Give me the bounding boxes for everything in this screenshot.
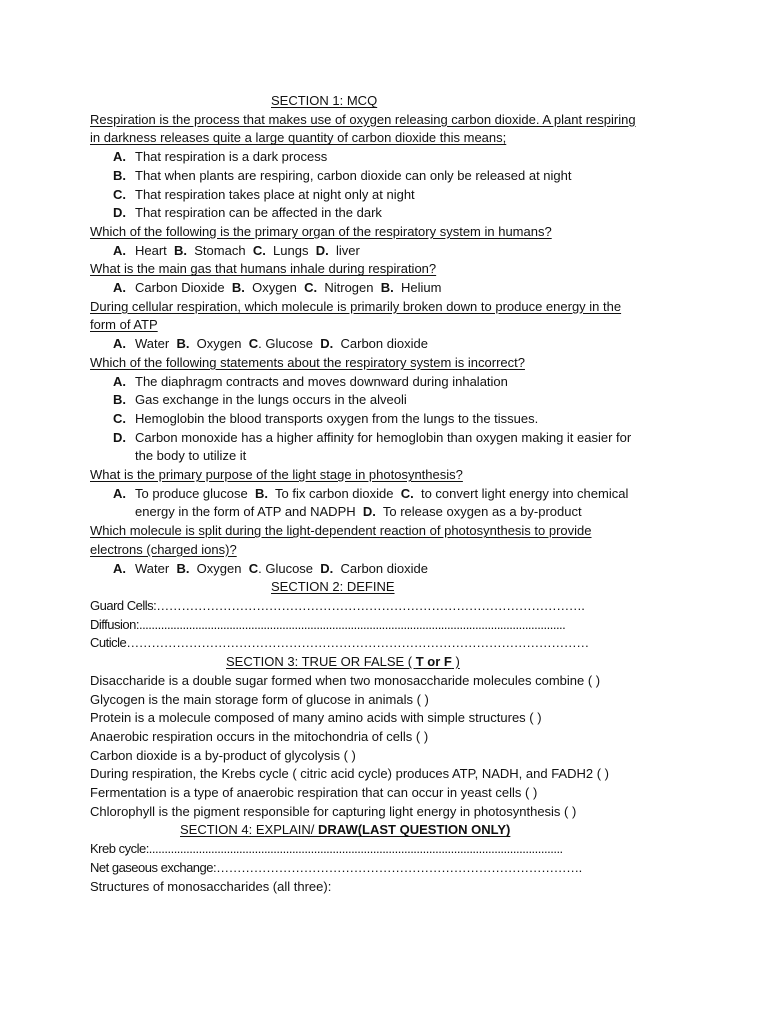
option-text: Carbon monoxide has a higher affinity for hemoglobin than oxygen making it easier for xyxy=(135,429,632,445)
option-letter: D. xyxy=(362,504,376,520)
option-letter: B. xyxy=(113,167,126,183)
option-letter: B. xyxy=(176,336,190,352)
q4-text-line2: form of ATP xyxy=(90,317,158,333)
draw-monosaccharides: Structures of monosaccharides (all three): xyxy=(90,878,332,894)
option-text: That when plants are respiring, carbon dioxide can only be released at night xyxy=(135,167,572,183)
option-letter: C. xyxy=(252,242,266,258)
q1-option-c xyxy=(90,186,680,205)
explain-net-gaseous-exchange: Net gaseous exchange:……………………………………………………………………………. xyxy=(90,859,582,875)
q4-options xyxy=(90,335,680,354)
section4-title-bold: DRAW(LAST QUESTION ONLY) xyxy=(318,822,511,838)
q7-text-line2: electrons (charged ions)? xyxy=(90,541,237,557)
q2-options xyxy=(90,242,680,261)
q4-text-line1: During cellular respiration, which molecule is primarily broken down to produce energy in the xyxy=(90,298,622,314)
q1-option-b xyxy=(90,167,680,186)
tf-statement: Disaccharide is a double sugar formed when two monosaccharide molecules combine ( ) xyxy=(90,672,601,688)
option-letter: A. xyxy=(113,242,126,258)
q5-option-a xyxy=(90,373,680,392)
option-text: Carbon dioxide xyxy=(340,560,428,576)
q6-options xyxy=(90,485,680,504)
q6-text: What is the primary purpose of the light stage in photosynthesis? xyxy=(90,467,463,483)
q1-option-a xyxy=(90,148,680,167)
option-text: Hemoglobin the blood transports oxygen from the lungs to the tissues. xyxy=(135,410,539,426)
option-text: The diaphragm contracts and moves downward during inhalation xyxy=(135,373,508,389)
option-text: To fix carbon dioxide xyxy=(274,485,394,501)
option-letter: C. xyxy=(400,485,414,501)
section2-title: SECTION 2: DEFINE xyxy=(271,579,395,595)
q5-option-d xyxy=(90,429,680,448)
section3-title xyxy=(90,653,680,672)
q5-option-c xyxy=(90,410,680,429)
option-text: . Glucose xyxy=(258,336,314,352)
option-letter: A. xyxy=(113,485,126,501)
option-text: That respiration is a dark process xyxy=(135,149,328,165)
section3-title-text: SECTION 3: TRUE OR FALSE ( xyxy=(226,654,416,670)
option-letter: D. xyxy=(315,242,329,258)
option-text: Carbon Dioxide xyxy=(135,280,225,296)
option-letter: D. xyxy=(113,429,126,445)
option-text: To produce glucose xyxy=(135,485,248,501)
option-letter: C xyxy=(248,336,259,352)
option-text: Stomach xyxy=(194,242,246,258)
option-letter: C. xyxy=(304,280,318,296)
option-letter: A. xyxy=(113,560,126,576)
define-diffusion: Diffusion:......................................................................................................................................... xyxy=(90,616,566,632)
option-letter: A. xyxy=(113,373,126,389)
option-letter: B. xyxy=(231,280,245,296)
define-cuticle: Cuticle………………………………………………………………………………………………… xyxy=(90,635,589,651)
option-letter: B. xyxy=(174,242,188,258)
option-letter: A. xyxy=(113,149,126,165)
option-text: Water xyxy=(135,336,170,352)
option-letter: A. xyxy=(113,336,126,352)
tf-statement: Glycogen is the main storage form of glucose in animals ( ) xyxy=(90,691,429,707)
option-letter: B. xyxy=(176,560,190,576)
section3-title-bold: T or F xyxy=(415,654,452,670)
tf-statement: During respiration, the Krebs cycle ( citric acid cycle) produces ATP, NADH, and FADH2 ( ) xyxy=(90,766,609,782)
option-text: Oxygen xyxy=(252,280,297,296)
option-text: That respiration takes place at night only at night xyxy=(135,186,415,202)
q3-options xyxy=(90,279,680,298)
q5-option-d-continued: the body to utilize it xyxy=(135,448,247,464)
option-letter: C. xyxy=(113,186,126,202)
option-text: Oxygen xyxy=(196,560,242,576)
option-letter: B. xyxy=(380,280,394,296)
q1-option-d xyxy=(90,204,680,223)
option-text: Water xyxy=(135,560,170,576)
option-letter: A. xyxy=(113,280,126,296)
option-letter: D. xyxy=(113,205,126,221)
explain-kreb-cycle: Kreb cycle:..................................................................................................................................... xyxy=(90,841,563,857)
option-text: To release oxygen as a by-product xyxy=(382,504,582,520)
option-text: liver xyxy=(335,242,360,258)
section4-title-text: SECTION 4: EXPLAIN/ xyxy=(180,822,318,838)
q3-text: What is the main gas that humans inhale during respiration? xyxy=(90,261,437,277)
option-text: Oxygen xyxy=(196,336,242,352)
option-text: to convert light energy into chemical xyxy=(420,485,629,501)
q6-options-continued xyxy=(90,503,680,522)
option-text: energy in the form of ATP and NADPH xyxy=(135,504,356,520)
q1-text-line2: in darkness releases quite a large quantity of carbon dioxide this means; xyxy=(90,130,507,146)
option-text: Helium xyxy=(400,280,442,296)
section1-title: SECTION 1: MCQ xyxy=(271,93,378,108)
worksheet-content xyxy=(90,92,680,896)
q2-text: Which of the following is the primary organ of the respiratory system in humans? xyxy=(90,223,552,239)
option-letter: D. xyxy=(320,336,334,352)
q7-text-line1: Which molecule is split during the light-dependent reaction of photosynthesis to provide xyxy=(90,523,592,539)
tf-statement: Anaerobic respiration occurs in the mitochondria of cells ( ) xyxy=(90,728,429,744)
option-letter: C. xyxy=(113,410,126,426)
option-text: That respiration can be affected in the dark xyxy=(135,205,382,221)
option-letter: B. xyxy=(113,392,126,408)
option-text: Nitrogen xyxy=(324,280,374,296)
option-letter: D. xyxy=(320,560,334,576)
q5-text: Which of the following statements about the respiratory system is incorrect? xyxy=(90,354,525,370)
tf-statement: Chlorophyll is the pigment responsible for capturing light energy in photosynthesis ( ) xyxy=(90,803,577,819)
q1-text-line1: Respiration is the process that makes use of oxygen releasing carbon dioxide. A plant respiring xyxy=(90,111,636,127)
define-guard-cells: Guard Cells:…………………………………………………………………………………………. xyxy=(90,597,585,613)
option-text: . Glucose xyxy=(258,560,314,576)
option-text: Heart xyxy=(135,242,167,258)
option-text: Gas exchange in the lungs occurs in the alveoli xyxy=(135,392,407,408)
tf-statement: Carbon dioxide is a by-product of glycolysis ( ) xyxy=(90,747,356,763)
tf-statement: Fermentation is a type of anaerobic respiration that can occur in yeast cells ( ) xyxy=(90,785,538,801)
section3-title-end: ) xyxy=(451,654,460,670)
option-text: Carbon dioxide xyxy=(340,336,428,352)
tf-statement: Protein is a molecule composed of many amino acids with simple structures ( ) xyxy=(90,710,542,726)
q7-options xyxy=(90,560,680,579)
option-text: Lungs xyxy=(273,242,309,258)
section4-title xyxy=(90,821,680,840)
option-letter: B. xyxy=(254,485,268,501)
option-letter: C xyxy=(248,560,259,576)
q5-option-b xyxy=(90,391,680,410)
